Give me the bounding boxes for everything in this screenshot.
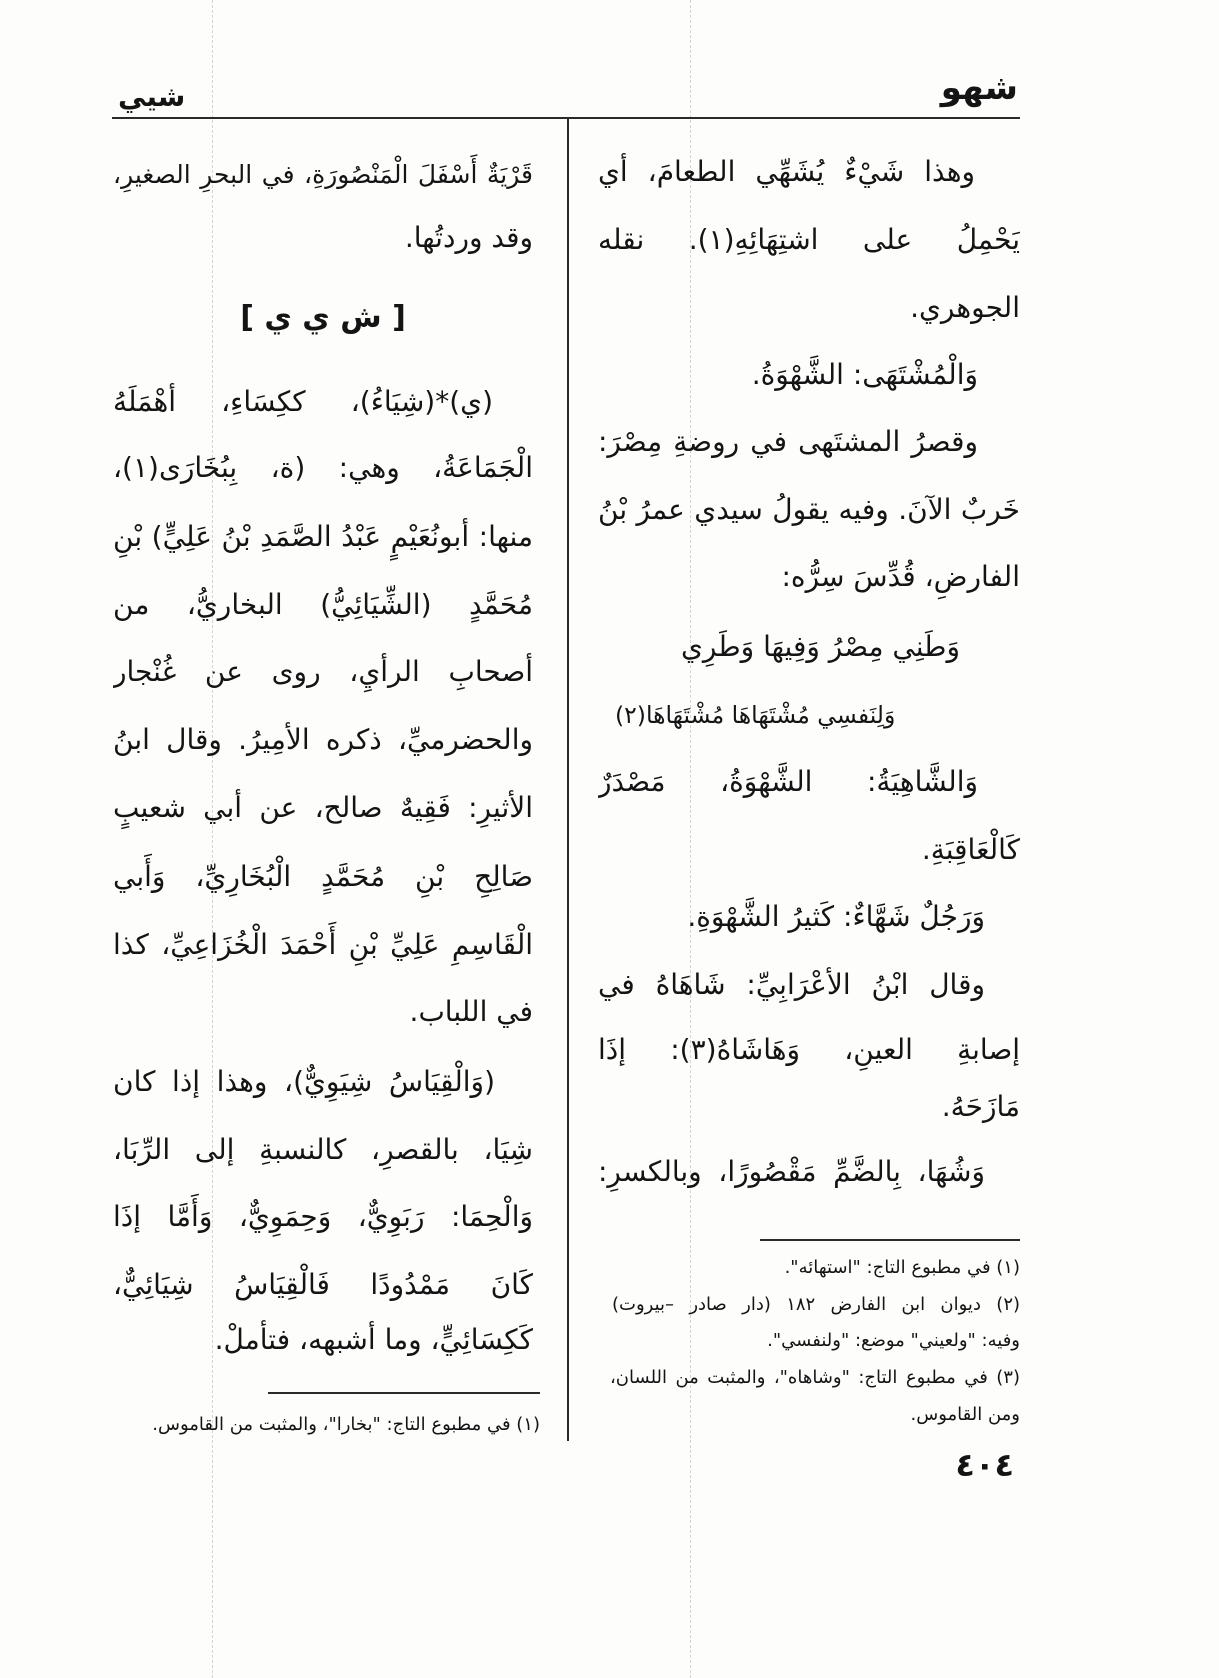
text-line: (وَالْقِيَاسُ شِيَوِيٌّ)، وهذا إذا كان	[113, 1065, 495, 1098]
text-line: وقصرُ المشتَهى في روضةِ مِصْرَ:	[598, 425, 978, 458]
footnote-line: وفيه: "ولعيني" موضع: "ولنفسي".	[767, 1330, 1020, 1351]
footnote-line: ومن القاموس.	[910, 1404, 1020, 1425]
text-line: وَشُهَا، بِالضَّمِّ مَقْصُورًا، وبالكسرِ:	[598, 1155, 985, 1188]
column-divider	[567, 119, 569, 1441]
text-line: كَانَ مَمْدُودًا فَالْقِيَاسُ شِيَائِيٌّ،	[113, 1268, 533, 1301]
text-line: وهذا شَيْءٌ يُشَهِّي الطعامَ، أي	[598, 155, 975, 188]
text-line: (ي)*(شِيَاءُ)، ككِسَاءِ، أهْمَلَهُ	[113, 385, 493, 418]
text-line: وقد وردتُها.	[404, 221, 533, 254]
footnote-line: (٢) ديوان ابن الفارض ١٨٢ (دار صادر –بيروت)	[612, 1294, 1020, 1315]
text-line: قَرْيَةٌ أَسْفَلَ الْمَنْصُورَةِ، في البحرِ الصغيرِ،	[113, 160, 533, 189]
text-line: أصحابِ الرأيِ، روى عن غُنْجار	[113, 655, 533, 688]
header-rule	[112, 117, 1020, 119]
text-line: خَربٌ الآنَ. وفيه يقولُ سيدي عمرُ بْنُ	[598, 493, 1020, 526]
poem-hemistich-second: وَلِنَفسِي مُشْتَهَاهَا مُشْتَهَاهَا(٢)	[615, 701, 896, 729]
text-line: منها: أبونُعَيْمٍ عَبْدُ الصَّمَدِ بْنُ عَلِيٍّ) بْنِ	[113, 520, 533, 553]
text-line: مُحَمَّدٍ (الشِّيَائِيُّ) البخاريُّ، من	[113, 588, 533, 621]
text-line: الْجَمَاعَةُ، وهي: (ة، بِبُخَارَى(١)،	[113, 451, 533, 484]
text-line: والحضرميِّ، ذكره الأمِيرُ. وقال ابنُ	[113, 723, 533, 756]
running-header-right: شهو	[940, 68, 1018, 108]
footnote-rule	[760, 1239, 1020, 1241]
text-line: في اللباب.	[409, 995, 533, 1028]
text-line: كَالْعَاقِبَةِ.	[921, 833, 1020, 866]
text-line: وَرَجُلٌ شَهَّاءٌ: كَثيرُ الشَّهْوَةِ.	[687, 900, 985, 933]
text-line: وَالْحِمَا: رَبَوِيٌّ، وَحِمَوِيٌّ، وَأَمَّا إذَا	[113, 1200, 533, 1233]
footnote-line: (١) في مطبوع التاج: "استهائه".	[784, 1257, 1020, 1278]
poem-hemistich-first: وَطَنِي مِصْرُ وَفِيهَا وَطَرِي	[681, 630, 960, 663]
text-line: الفارضِ، قُدِّسَ سِرُّه:	[781, 560, 1020, 593]
page-number: ٤٠٤	[955, 1446, 1014, 1484]
footnote-line: (٣) في مطبوع التاج: "وشاهاه"، والمثبت من اللسان،	[610, 1367, 1020, 1388]
footnote-rule	[268, 1392, 540, 1394]
text-line: الْقَاسِمِ عَلِيِّ بْنِ أَحْمَدَ الْخُزَاعِيِّ، كذا	[113, 928, 533, 961]
text-line: الجوهري.	[910, 291, 1020, 324]
text-line: شِيَا، بالقصرِ، كالنسبةِ إلى الرِّبَا،	[113, 1133, 533, 1166]
text-line: يَحْمِلُ على اشتِهَائِهِ(١). نقله	[598, 223, 1020, 256]
entry-heading: [ ش ي ي ]	[240, 300, 406, 335]
text-line: إصابةِ العينِ، وَهَاشَاهُ(٣): إذَا	[598, 1033, 1020, 1066]
text-line: مَازَحَهُ.	[941, 1090, 1020, 1123]
running-header-left: شيي	[118, 80, 186, 113]
text-line: صَالِحِ بْنِ مُحَمَّدٍ الْبُخَارِيِّ، وَأَبي	[113, 860, 533, 893]
text-line: وقال ابْنُ الأعْرَابِيِّ: شَاهَاهُ في	[598, 968, 985, 1001]
text-line: وَالشَّاهِيَةُ: الشَّهْوَةُ، مَصْدَرٌ	[598, 765, 978, 798]
text-line: الأثيرِ: فَقِيهٌ صالح، عن أبي شعيبٍ	[113, 791, 533, 824]
text-line: كَكِسَائِيٍّ، وما أشبهه، فتأملْ.	[214, 1323, 533, 1356]
text-line: وَالْمُشْتَهَى: الشَّهْوَةُ.	[751, 358, 978, 391]
footnote-line: (١) في مطبوع التاج: "بخارا"، والمثبت من القاموس.	[152, 1414, 540, 1435]
